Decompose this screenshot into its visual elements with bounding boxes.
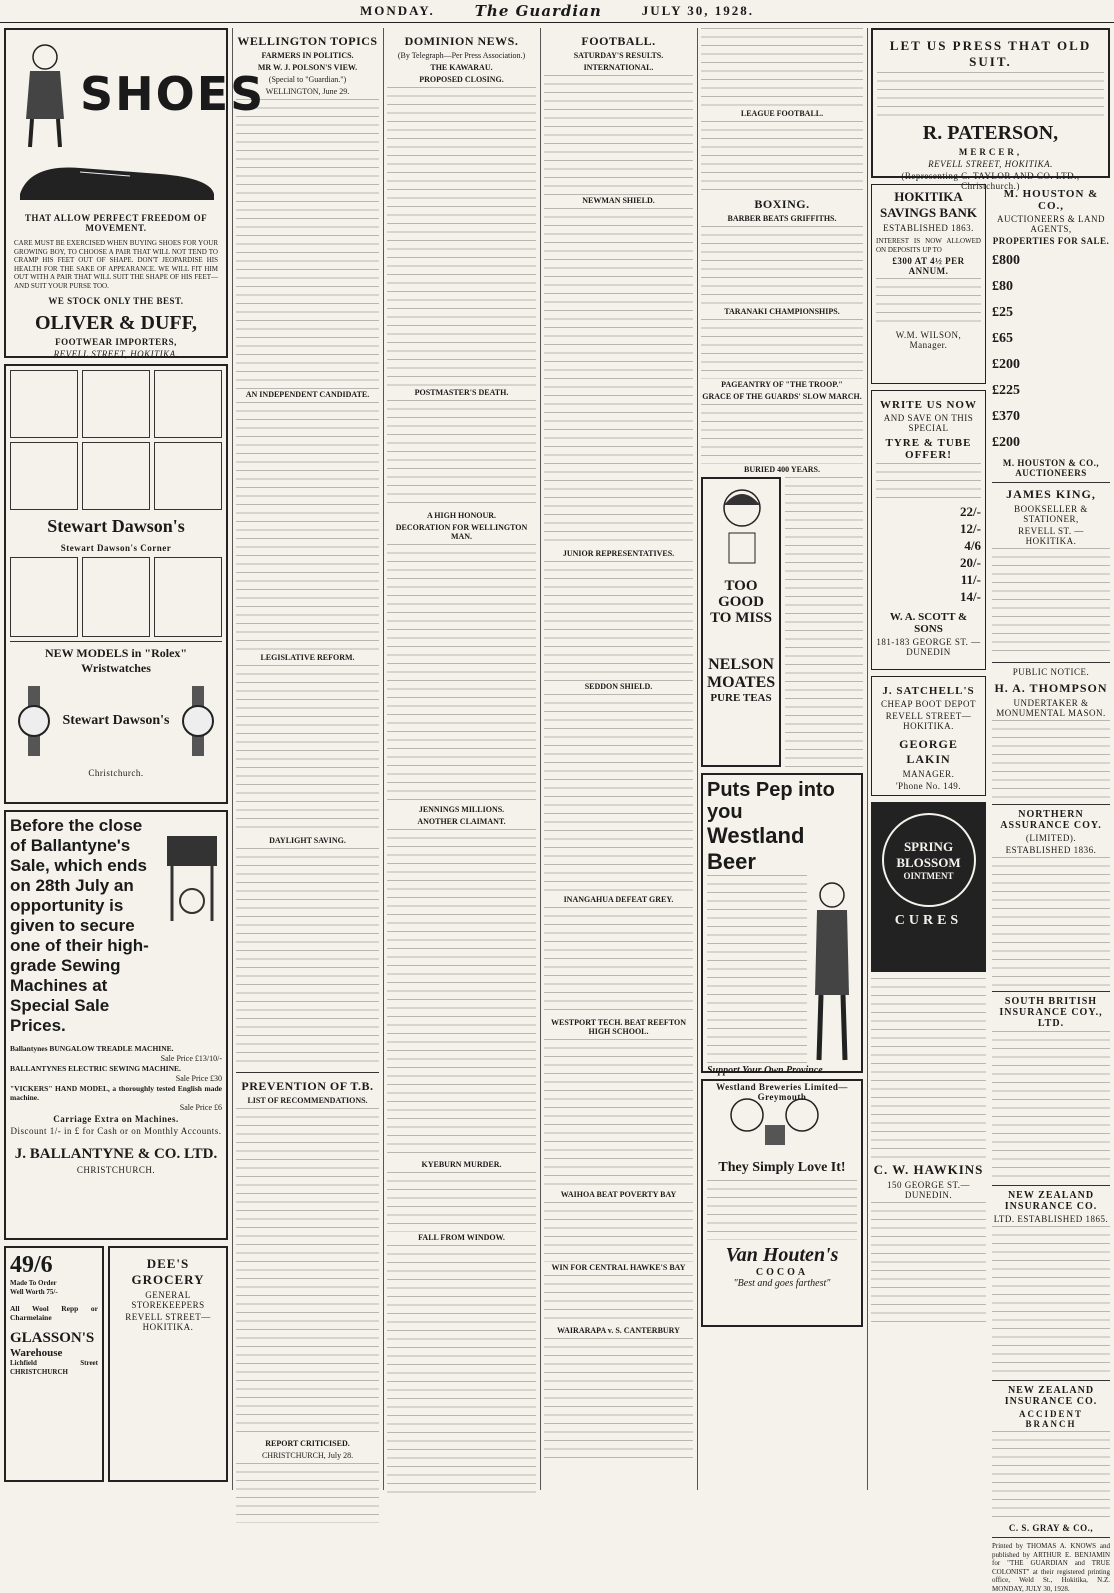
article-text-block	[544, 75, 693, 195]
nz-insurance-est: LTD. ESTABLISHED 1865.	[993, 1214, 1109, 1224]
masthead	[0, 0, 1114, 23]
article-text-block	[701, 121, 863, 191]
ballantyne-firm: J. BALLANTYNE & CO. LTD.	[14, 1146, 218, 1162]
houston-footer: M. HOUSTON & CO., AUCTIONEERS	[1002, 458, 1100, 478]
dawson-city: Christchurch.	[88, 768, 144, 778]
bank-name: HOKITIKA SAVINGS BANK	[880, 189, 977, 220]
tyre-price-1: 12/-	[960, 521, 981, 536]
column-rule	[232, 28, 233, 1490]
vanhouten-name: Van Houten's	[725, 1244, 839, 1266]
column-2	[236, 28, 379, 1490]
boxing-title: BOXING.	[754, 197, 810, 211]
dee-street: REVELL STREET—HOKITIKA.	[125, 1312, 211, 1332]
wristwatch-icon	[14, 686, 54, 756]
dominion-news-title: DOMINION NEWS.	[404, 34, 519, 48]
article-text-block	[992, 1031, 1110, 1181]
masthead-day: MONDAY.	[359, 3, 435, 18]
wellington-topics-title: WELLINGTON TOPICS	[237, 34, 378, 48]
dawson-name: Stewart Dawson's	[47, 516, 185, 536]
dee-grocery-ad	[108, 1246, 228, 1482]
property-price-4: £200	[992, 357, 1020, 372]
ballantyne-item3: "VICKERS" HAND MODEL, a thoroughly tested English made machine.	[10, 1084, 222, 1102]
public-notice: PUBLIC NOTICE.	[1012, 667, 1090, 677]
property-price-3: £65	[992, 331, 1013, 346]
ring-box	[10, 557, 78, 637]
article-text-block	[236, 1108, 379, 1438]
glasson-made: Made To Order	[10, 1279, 57, 1287]
paterson-rep: (Representing C. TAYLOR AND CO. LTD., Christchurch.)	[901, 171, 1080, 191]
glasson-cloth: All Wool Repp or Charmelaine	[10, 1304, 98, 1322]
property-price-2: £25	[992, 305, 1013, 320]
article-text-block	[707, 875, 807, 1065]
boy-illustration	[10, 39, 80, 149]
paterson-trade: MERCER,	[958, 147, 1023, 157]
buried-title: BURIED 400 YEARS.	[744, 465, 820, 474]
honour-title: A HIGH HONOUR.	[426, 511, 497, 520]
article-text-block	[544, 1039, 693, 1189]
nelson-pure: PURE TEAS	[710, 692, 772, 704]
satchell-ad	[871, 676, 986, 796]
ballantyne-item1: Ballantynes BUNGALOW TREADLE MACHINE.	[10, 1044, 174, 1053]
article-text-block	[877, 72, 1104, 122]
column-7	[992, 184, 1110, 1593]
column-rule	[383, 28, 384, 1490]
column-rule	[867, 28, 868, 1490]
shoes-stock: WE STOCK ONLY THE BEST.	[48, 296, 184, 306]
tb-sub: LIST OF RECOMMENDATIONS.	[247, 1096, 368, 1105]
tyre-price-2: 4/6	[964, 538, 981, 553]
king-street: REVELL ST. — HOKITIKA.	[1018, 526, 1084, 546]
blossom-blossom: BLOSSOM	[896, 855, 961, 870]
article-text-block	[236, 665, 379, 835]
pageantry-title: PAGEANTRY OF "THE TROOP."	[721, 380, 843, 389]
taranaki-title: TARANAKI CHAMPIONSHIPS.	[724, 307, 840, 316]
blossom-spring: SPRING	[903, 839, 954, 854]
dee-sub: GENERAL STOREKEEPERS	[131, 1290, 205, 1310]
report-date: CHRISTCHURCH, July 28.	[261, 1451, 354, 1460]
wristwatch-icon	[178, 686, 218, 756]
gray-name: C. S. GRAY & CO.,	[1008, 1523, 1094, 1533]
property-price-6: £370	[992, 409, 1020, 424]
tb-title: PREVENTION OF T.B.	[241, 1079, 374, 1093]
column-1	[4, 28, 266, 1490]
south-british-name: SOUTH BRITISH INSURANCE COY., LTD.	[999, 996, 1103, 1029]
beer-headline1: Puts Pep into you	[707, 779, 835, 823]
printer-footer: Printed by THOMAS A. KNOWS and published by ARTHUR E. BENJAMIN for "THE GUARDIAN and TRUE COLONIST" at their registered printing office, Weld St., Hokitika, N.Z. MONDAY, JULY 30, 1928.	[992, 1542, 1110, 1593]
saturday-results: SATURDAY'S RESULTS.	[573, 51, 664, 60]
column-6	[871, 184, 986, 1593]
ballantyne-ad	[4, 810, 228, 1240]
hawkins-address: 150 GEORGE ST.—DUNEDIN.	[886, 1180, 971, 1200]
ballantyne-item2: BALLANTYNES ELECTRIC SEWING MACHINE.	[10, 1064, 181, 1073]
king-sub: BOOKSELLER & STATIONER,	[1014, 504, 1088, 524]
property-price-1: £80	[992, 279, 1013, 294]
accident-branch: ACCIDENT BRANCH	[1018, 1409, 1083, 1429]
article-text-block	[236, 848, 379, 1068]
fall-title: FALL FROM WINDOW.	[418, 1233, 505, 1242]
article-text-block	[701, 404, 863, 464]
article-text-block	[544, 1275, 693, 1325]
ring-box	[154, 557, 222, 637]
king-name: JAMES KING,	[1006, 487, 1096, 501]
satchell-manager: GEORGE LAKIN	[899, 737, 958, 766]
blossom-ointment: OINTMENT	[903, 871, 954, 881]
oliver-duff-name: OLIVER & DUFF,	[34, 312, 198, 334]
wellington-sub1: FARMERS IN POLITICS.	[261, 51, 354, 60]
bank-rate: £300 AT 4½ PER ANNUM.	[892, 256, 965, 276]
van-houten-ad	[701, 1079, 863, 1327]
glasson-address: Lichfield Street CHRISTCHURCH	[10, 1359, 98, 1376]
ballantyne-price1: Sale Price £13/10/-	[160, 1054, 222, 1063]
article-text-block	[876, 463, 981, 503]
wellington-sec2: LEGISLATIVE REFORM.	[260, 653, 355, 662]
thompson-sub: UNDERTAKER & MONUMENTAL MASON.	[996, 698, 1106, 718]
junior-title: JUNIOR REPRESENTATIVES.	[562, 549, 675, 558]
glasson-name: GLASSON'S	[10, 1330, 95, 1346]
wellington-sec3: DAYLIGHT SAVING.	[269, 836, 346, 845]
article-text-block	[701, 226, 863, 306]
beer-brewers: Westland Breweries Limited—Greymouth	[716, 1082, 848, 1102]
column-5	[701, 28, 863, 1490]
satchell-name: J. SATCHELL'S	[882, 685, 975, 697]
beer-headline2: Westland Beer	[707, 823, 805, 874]
claimant-title: ANOTHER CLAIMANT.	[417, 817, 506, 826]
dawson-corner: Stewart Dawson's Corner	[60, 543, 172, 553]
girl-illustration	[707, 483, 777, 573]
houston-sub: AUCTIONEERS & LAND AGENTS,	[997, 214, 1105, 234]
bank-manager: W.M. WILSON, Manager.	[895, 330, 962, 350]
tyre-firm: W. A. SCOTT & SONS	[889, 611, 968, 635]
northern-est: ESTABLISHED 1836.	[1005, 845, 1097, 855]
kyeburn-title: KYEBURN MURDER.	[421, 1160, 502, 1169]
kawarau-title: THE KAWARAU.	[430, 63, 493, 72]
oliver-duff-trade: FOOTWEAR IMPORTERS,	[55, 337, 177, 347]
article-text-block	[707, 1180, 857, 1240]
shoes-tagline: THAT ALLOW PERFECT FREEDOM OF MOVEMENT.	[24, 213, 208, 233]
glasson-warehouse: Warehouse	[10, 1347, 63, 1359]
tyre-address: 181-183 GEORGE ST. — DUNEDIN	[876, 637, 981, 657]
ring-box	[82, 442, 150, 510]
houston-properties: PROPERTIES FOR SALE.	[992, 236, 1110, 246]
property-price-0: £800	[992, 253, 1020, 268]
man-illustration	[807, 875, 857, 1065]
article-text-block	[876, 278, 981, 328]
satchell-street: REVELL STREET—HOKITIKA.	[885, 711, 972, 731]
masthead-date: JULY 30, 1928.	[641, 3, 755, 18]
wairarapa-title: WAIRARAPA v. S. CANTERBURY	[557, 1326, 680, 1335]
northern-ltd: (LIMITED).	[1025, 833, 1077, 843]
ballantyne-city: CHRISTCHURCH.	[76, 1165, 156, 1175]
ring-box	[10, 442, 78, 510]
article-text-block	[236, 99, 379, 389]
wellington-sub2: MR W. J. POLSON'S VIEW.	[257, 63, 358, 72]
paterson-name: R. PATERSON,	[922, 122, 1059, 144]
article-text-block	[544, 1338, 693, 1458]
shoes-title: SHOES	[80, 67, 266, 121]
thompson-name: H. A. THOMPSON	[994, 681, 1108, 695]
satchell-phone: 'Phone No. 149.	[895, 781, 962, 791]
glasson-worth: Well Worth 75/-	[10, 1287, 58, 1296]
children-illustration	[707, 1085, 857, 1155]
cocoa-slogan: "Best and goes farthest"	[733, 1278, 831, 1289]
jennings-title: JENNINGS MILLIONS.	[418, 805, 505, 814]
ring-box	[82, 557, 150, 637]
cocoa-word: COCOA	[755, 1267, 809, 1278]
beer-support: Support Your Own Province	[707, 1065, 823, 1076]
sewing-machine-illustration	[162, 816, 222, 926]
property-price-7: £200	[992, 435, 1020, 450]
ballantyne-price2: Sale Price £30	[175, 1074, 222, 1083]
stewart-dawson-ad	[4, 364, 228, 804]
article-text-block	[544, 907, 693, 1017]
inangahua-title: INANGAHUA DEFEAT GREY.	[563, 895, 674, 904]
ballantyne-discount: Discount 1/- in £ for Cash or on Monthly Accounts.	[10, 1126, 222, 1136]
spring-blossom-ad	[871, 802, 986, 972]
tyre-sub: AND SAVE ON THIS SPECIAL	[883, 413, 974, 433]
westport-title: WESTPORT TECH. BEAT REEFTON HIGH SCHOOL.	[550, 1018, 687, 1036]
ballantyne-carriage: Carriage Extra on Machines.	[53, 1114, 179, 1124]
article-text-block	[992, 720, 1110, 800]
ring-box	[154, 442, 222, 510]
blossom-cures: CURES	[894, 913, 963, 928]
article-text-block	[701, 28, 863, 108]
column-3	[387, 28, 536, 1490]
article-text-block	[992, 857, 1110, 987]
houston-name: M. HOUSTON & CO.,	[1003, 188, 1099, 212]
barber-title: BARBER BEATS GRIFFITHS.	[727, 214, 837, 223]
bank-interest: INTEREST IS NOW ALLOWED ON DEPOSITS UP TO	[876, 237, 981, 254]
tyre-title: WRITE US NOW	[880, 399, 977, 411]
shoes-body: CARE MUST BE EXERCISED WHEN BUYING SHOES FOR YOUR GROWING BOY, TO CHOOSE A PAIR THAT WILL NOT TEND TO CRAMP HIS FEET OUT OF SHAPE. DON'T JEOPARDISE HIS HEALTH FOR THE SAKE OF APPEARANCE. WE WILL FIT HIM OUT WITH A PAIR THAT WILL SUIT THE SHAPE OF HIS FEET—AND SUIT YOUR PURSE TOO.	[14, 239, 218, 290]
waihoa-title: WAIHOA BEAT POVERTY BAY	[560, 1190, 677, 1199]
article-text-block	[236, 402, 379, 652]
hawkins-name: C. W. HAWKINS	[873, 1162, 984, 1177]
nelson-moates-name: NELSON MOATES	[707, 656, 776, 691]
article-text-block	[544, 208, 693, 548]
newman-title: NEWMAN SHIELD.	[582, 196, 655, 205]
postmaster-title: POSTMASTER'S DEATH.	[414, 388, 509, 397]
hawkes-title: WIN FOR CENTRAL HAWKE'S BAY	[551, 1263, 686, 1272]
article-text-block	[387, 1245, 536, 1495]
shoe-illustration	[10, 154, 224, 206]
column-6-7	[871, 28, 1110, 1593]
ring-box	[82, 370, 150, 438]
ballantyne-heading: Before the close of Ballantyne's Sale, which ends on 28th July an opportunity is given to secure one of their high-grade Sewing Machines at Special Sale Prices.	[10, 816, 149, 1035]
column-rule	[697, 28, 698, 1490]
tyre-price-5: 14/-	[960, 589, 981, 604]
article-text-block	[701, 319, 863, 379]
article-text-block	[544, 1202, 693, 1262]
article-text-block	[387, 87, 536, 387]
ring-box	[10, 370, 78, 438]
article-text-block	[544, 561, 693, 681]
decoration-title: DECORATION FOR WELLINGTON MAN.	[395, 523, 528, 541]
dominion-by: (By Telegraph—Per Press Association.)	[397, 51, 526, 60]
article-text-block	[992, 1431, 1110, 1521]
article-text-block	[387, 1172, 536, 1232]
paterson-street: REVELL STREET, HOKITIKA.	[928, 159, 1053, 169]
article-text-block	[387, 400, 536, 510]
wellington-special: (Special to "Guardian.")	[268, 75, 347, 84]
glasson-ad	[4, 1246, 104, 1482]
westland-beer-ad	[701, 773, 863, 1102]
northern-name: NORTHERN ASSURANCE COY.	[1000, 809, 1102, 831]
tyre-price-3: 20/-	[960, 555, 981, 570]
league-title: LEAGUE FOOTBALL.	[740, 109, 824, 118]
tyre-deal: TYRE & TUBE OFFER!	[885, 437, 972, 461]
ring-box	[154, 370, 222, 438]
column-4	[544, 28, 693, 1490]
article-text-block	[992, 1226, 1110, 1376]
article-text-block	[992, 548, 1110, 658]
international-title: INTERNATIONAL.	[583, 63, 654, 72]
wellington-dateline: WELLINGTON, June 29.	[265, 87, 350, 96]
article-text-block	[871, 978, 986, 1158]
oliver-duff-address: REVELL STREET, HOKITIKA.	[53, 349, 179, 359]
bank-est: ESTABLISHED 1863.	[883, 223, 974, 233]
nz-insurance-name: NEW ZEALAND INSURANCE CO.	[1004, 1190, 1098, 1212]
nelson-moates-ad	[701, 477, 781, 767]
kawarau-proposed: PROPOSED CLOSING.	[419, 75, 504, 84]
grace-title: GRACE OF THE GUARDS' SLOW MARCH.	[702, 392, 862, 401]
paterson-line1: LET US PRESS THAT OLD SUIT.	[889, 38, 1092, 69]
article-text-block	[236, 1463, 379, 1523]
seddon-title: SEDDON SHIELD.	[584, 682, 653, 691]
satchell-sub: CHEAP BOOT DEPOT	[880, 699, 976, 709]
nz-insurance-name-2: NEW ZEALAND INSURANCE CO.	[1004, 1385, 1098, 1407]
football-title: FOOTBALL.	[581, 34, 656, 48]
article-text-block	[387, 829, 536, 1159]
ballantyne-price3: Sale Price £6	[179, 1103, 222, 1112]
toogood-text: TOO GOOD TO MISS	[710, 578, 772, 626]
savings-bank-ad	[871, 184, 986, 384]
masthead-paper: The Guardian	[474, 2, 602, 20]
article-text-block	[871, 1202, 986, 1322]
tyre-price-4: 11/-	[960, 572, 981, 587]
rolex-models: NEW MODELS in "Rolex" Wristwatches	[44, 646, 188, 675]
glasson-price: 49/6	[10, 1252, 53, 1278]
tyre-price-0: 22/-	[960, 504, 981, 519]
property-price-5: £225	[992, 383, 1020, 398]
satchell-mgr: MANAGER.	[902, 769, 955, 779]
article-text-block	[544, 694, 693, 894]
tyre-offer-ad	[871, 390, 986, 670]
article-text-block	[387, 544, 536, 804]
dawson-name-2: Stewart Dawson's	[62, 713, 170, 728]
article-text-block	[785, 477, 863, 767]
cocoa-headline: They Simply Love It!	[718, 1160, 846, 1175]
column-rule	[540, 28, 541, 1490]
dee-title: DEE'S GROCERY	[131, 1256, 205, 1287]
wellington-sec1: AN INDEPENDENT CANDIDATE.	[245, 390, 370, 399]
report-criticised: REPORT CRITICISED.	[265, 1439, 350, 1448]
paterson-ad	[871, 28, 1110, 191]
shoes-ad	[4, 28, 266, 359]
